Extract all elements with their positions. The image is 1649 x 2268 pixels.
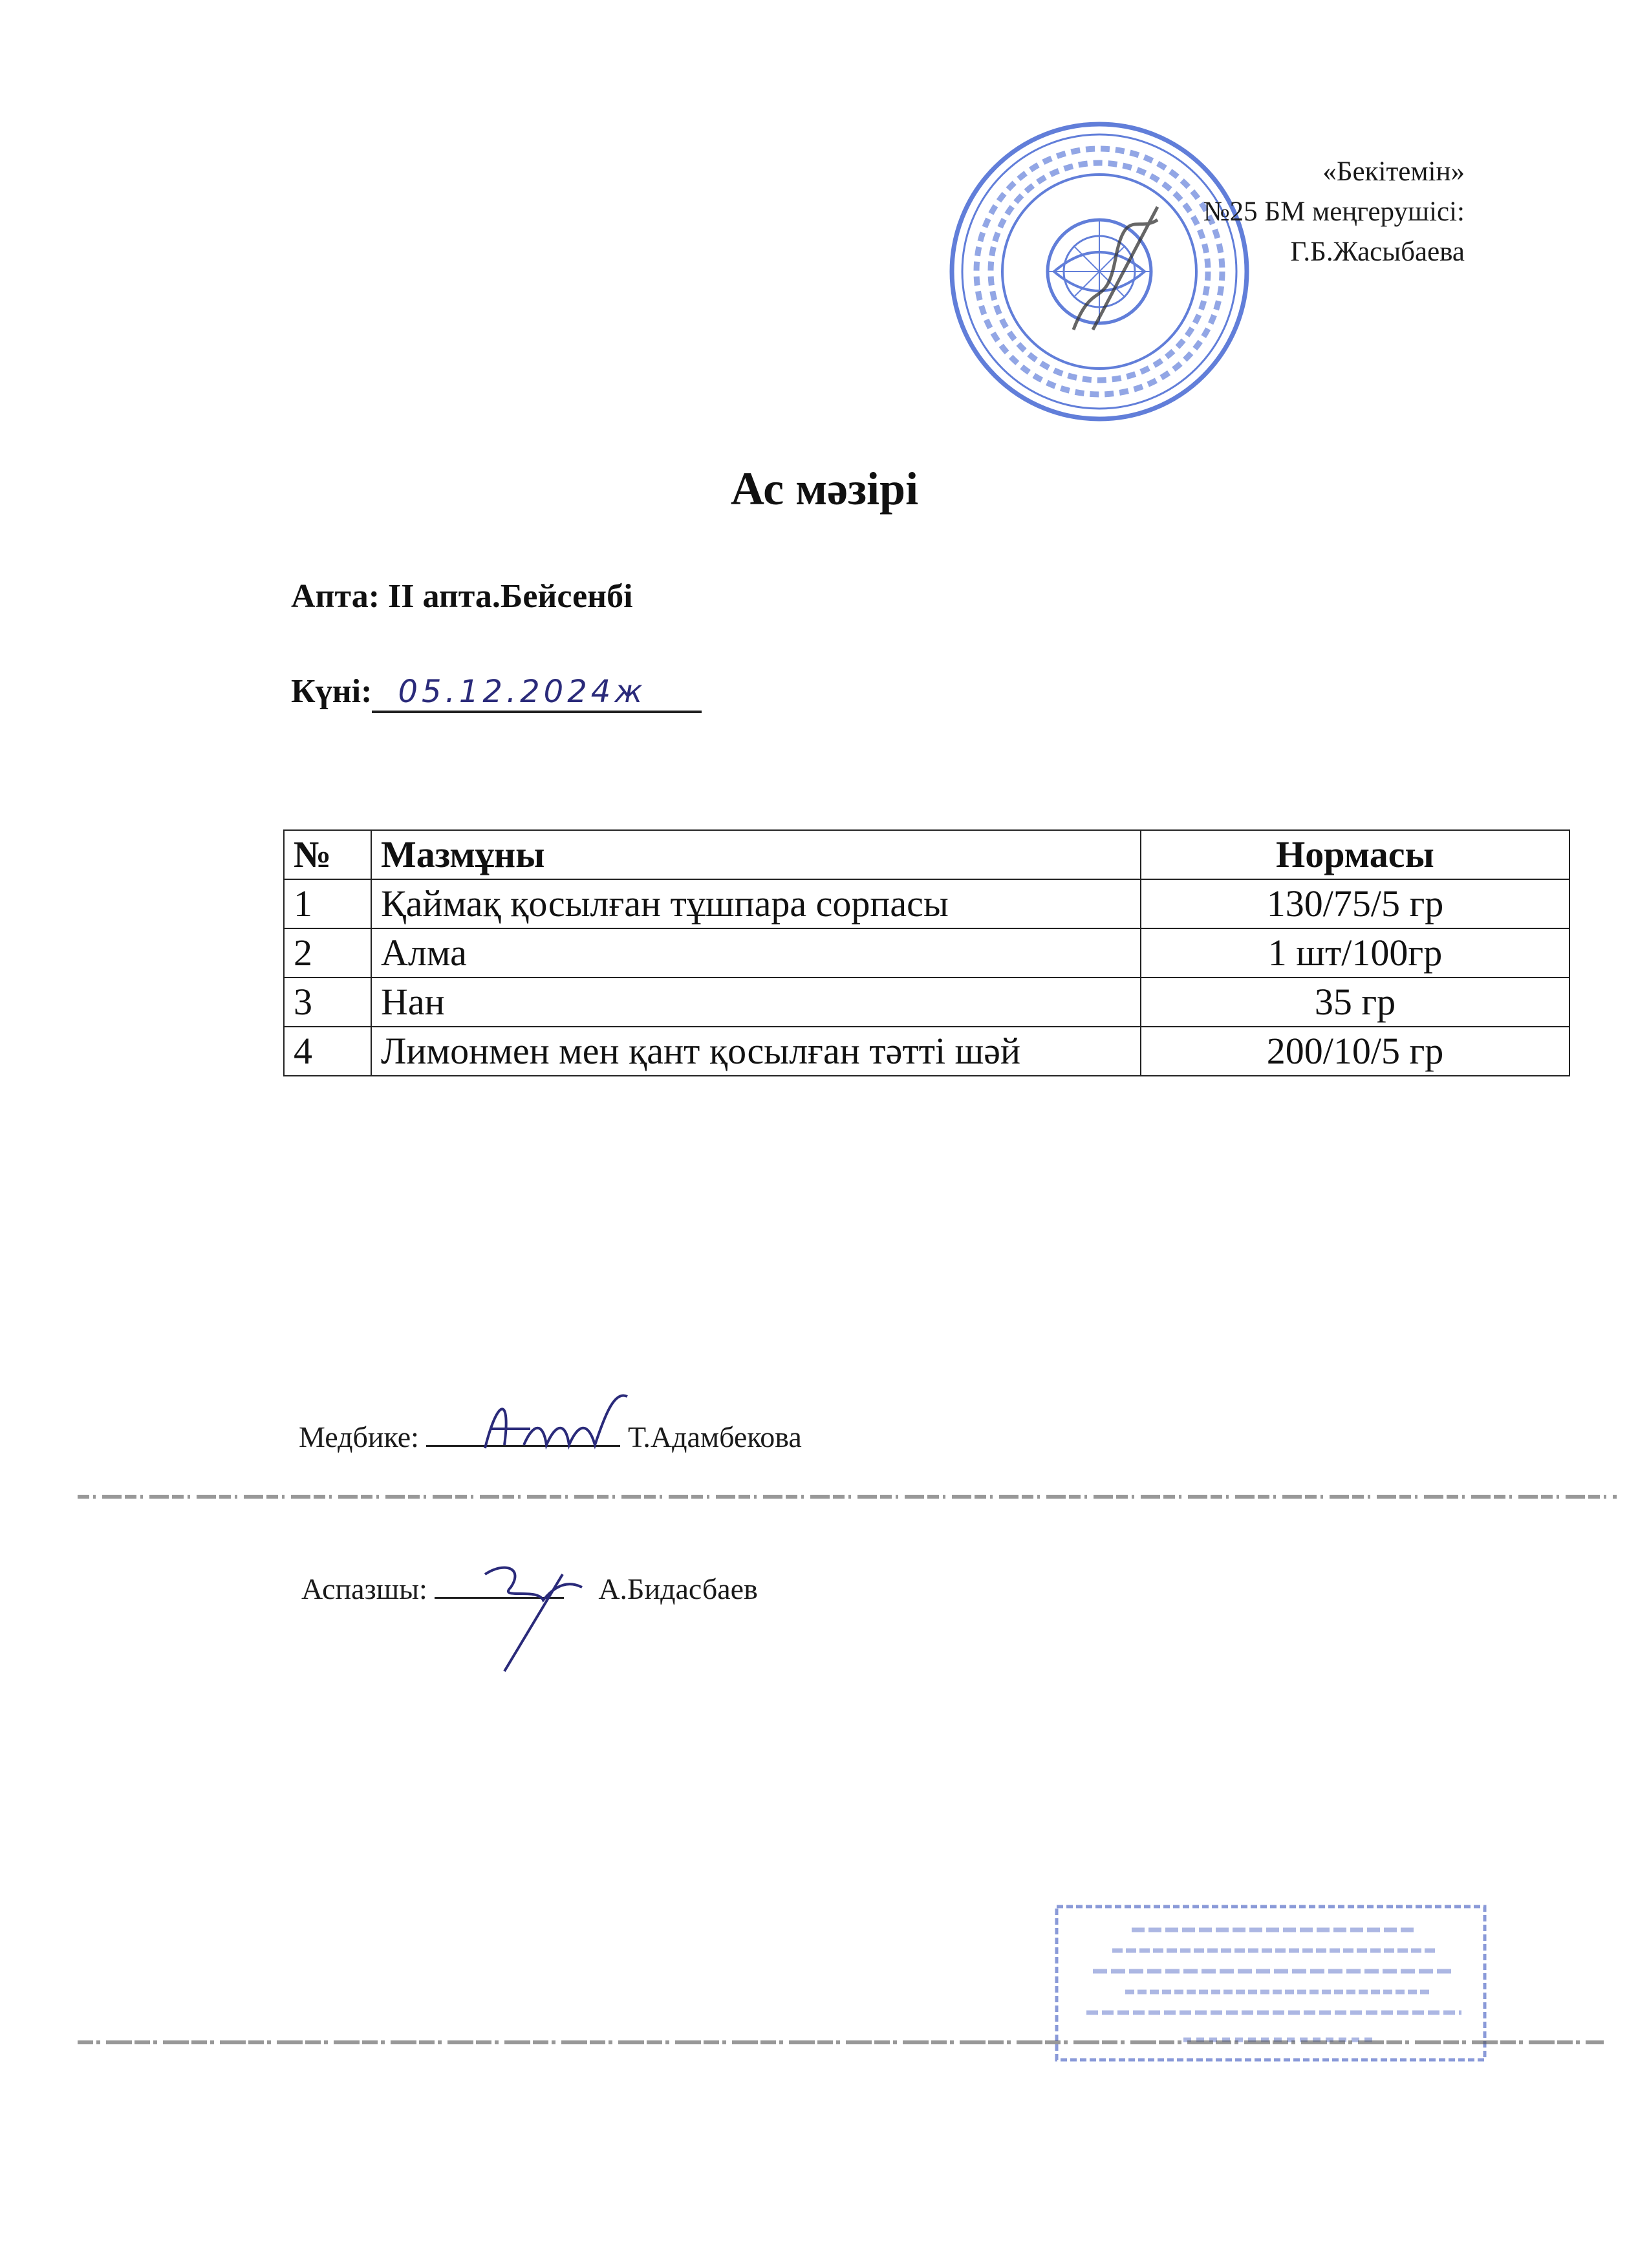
approval-block <box>1203 152 1465 272</box>
cook-name: А.Бидасбаев <box>598 1572 758 1605</box>
row-number: 1 <box>284 879 371 928</box>
row-norm: 35 гр <box>1141 978 1569 1027</box>
date-label: Күні: <box>291 673 372 710</box>
approval-line-3: Г.Б.Жасыбаева <box>1290 237 1465 267</box>
table-row <box>284 1027 1569 1076</box>
nurse-signature <box>472 1384 640 1468</box>
row-number: 2 <box>284 928 371 978</box>
header-norm: Нормасы <box>1141 830 1569 879</box>
table-row <box>284 978 1569 1027</box>
date-row <box>291 672 702 713</box>
row-number: 3 <box>284 978 371 1027</box>
table-header-row <box>284 830 1569 879</box>
row-item: Нан <box>371 978 1141 1027</box>
menu-table <box>283 829 1570 1076</box>
row-norm: 130/75/5 гр <box>1141 879 1569 928</box>
header-content: Мазмұны <box>371 830 1141 879</box>
cook-label: Аспазшы: <box>301 1572 427 1605</box>
week-line: Апта: ІІ апта.Бейсенбі <box>291 578 633 615</box>
row-item: Қаймақ қосылған тұшпара сорпасы <box>371 879 1141 928</box>
nurse-label: Медбике: <box>299 1420 419 1453</box>
scan-artifact-line <box>78 1492 1617 1501</box>
cook-signature <box>466 1548 608 1678</box>
page-title: Ас мәзірі <box>730 463 919 515</box>
approval-line-1: «Бекітемін» <box>1322 156 1465 187</box>
row-item: Алма <box>371 928 1141 978</box>
nurse-name: Т.Адамбекова <box>627 1420 802 1453</box>
date-value: 05.12.2024ж <box>372 673 702 713</box>
row-norm: 200/10/5 гр <box>1141 1027 1569 1076</box>
table-row <box>284 928 1569 978</box>
row-item: Лимонмен мен қант қосылған тәтті шәй <box>371 1027 1141 1076</box>
approval-line-2: №25 БМ меңгерушісі: <box>1203 197 1465 227</box>
header-number: № <box>284 830 371 879</box>
table-row <box>284 879 1569 928</box>
row-norm: 1 шт/100гр <box>1141 928 1569 978</box>
row-number: 4 <box>284 1027 371 1076</box>
scan-artifact-line <box>78 2038 1604 2047</box>
